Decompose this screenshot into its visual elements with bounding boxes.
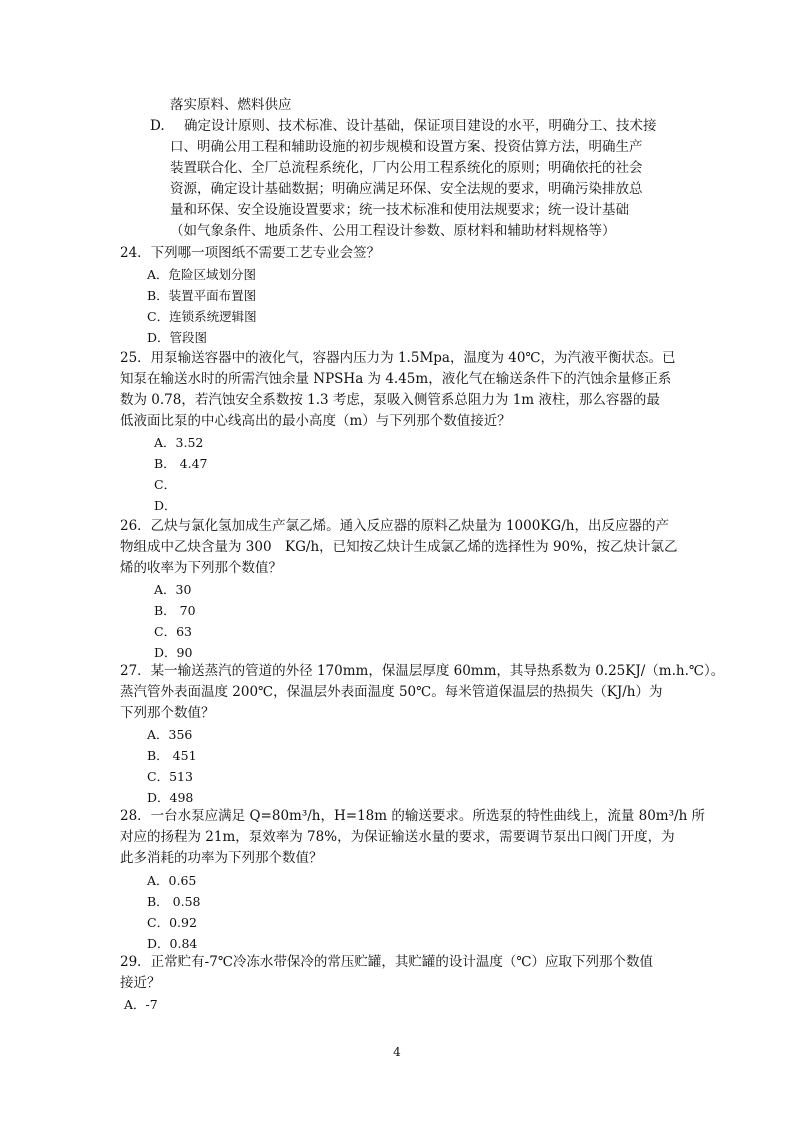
question-26-stem: 烯的收率为下列那个数值？	[120, 560, 282, 576]
question-26-option-d: D．90	[154, 645, 193, 660]
question-26-option-c: C．63	[154, 624, 192, 639]
question-29-option-a: A．-7	[124, 997, 158, 1012]
question-24-option-d: D．管段图	[147, 330, 208, 345]
question-26-stem: 物组成中乙炔含量为 300 KG/h，已知按乙炔计生成氯乙烯的选择性为 90%，按乙炔计氯乙	[120, 539, 678, 555]
question-26-option-a: A．30	[154, 582, 192, 597]
question-24-option-c: C．连锁系统逻辑图	[147, 309, 257, 324]
question-27-stem: 蒸汽管外表面温度 200℃，保温层外表面温度 50℃。每米管道保温层的热损失（KJ/h）为	[120, 684, 663, 700]
question-29-stem: 29．正常贮有-7℃冷冻水带保冷的常压贮罐，其贮罐的设计温度（℃）应取下列那个数值	[120, 954, 654, 970]
question-25-option-a: A．3.52	[154, 435, 204, 450]
question-26-stem: 26．乙炔与氯化氢加成生产氯乙烯。通入反应器的原料乙炔量为 1000KG/h，出反应器的产	[120, 518, 669, 534]
question-27-stem: 27．某一输送蒸汽的管道的外径 170mm，保温层厚度 60mm，其导热系数为 0.25KJ/（m.h.℃）。	[120, 663, 725, 679]
option-d-line: （如气象条件、地质条件、公用工程设计参数、原材料和辅助材料规格等）	[170, 223, 616, 239]
question-27-option-d: D．498	[147, 790, 194, 805]
question-28-option-a: A．0.65	[147, 873, 197, 888]
question-29-stem: 接近？	[120, 975, 161, 991]
question-27-stem: 下列那个数值？	[120, 705, 215, 721]
question-26-option-b: B． 70	[154, 603, 196, 618]
question-28-option-d: D．0.84	[147, 936, 198, 951]
option-d-line: 装置联合化、全厂总流程系统化，厂内公用工程系统化的原则；明确依托的社会	[170, 160, 643, 176]
question-27-option-b: B． 451	[147, 748, 197, 763]
question-25-stem: 低液面比泵的中心线高出的最小高度（m）与下列那个数值接近？	[120, 413, 511, 429]
question-27-option-c: C．513	[147, 769, 193, 784]
question-25-option-b: B． 4.47	[154, 456, 208, 471]
option-c-tail: 落实原料、燃料供应	[170, 97, 292, 113]
question-24-stem: 24．下列哪一项图纸不需要工艺专业会签？	[120, 245, 381, 261]
question-28-stem: 此多消耗的功率为下列那个数值？	[120, 850, 323, 866]
question-28-stem: 28．一台水泵应满足 Q=80m³/h，H=18m 的输送要求。所选泵的特性曲线上，流量 80m³/h 所	[120, 808, 706, 824]
question-24-option-b: B．装置平面布置图	[147, 288, 257, 303]
question-28-stem: 对应的扬程为 21m，泵效率为 78%，为保证输送水量的要求，需要调节泵出口阀门开度，为	[120, 829, 675, 845]
question-25-option-d: D．	[154, 498, 177, 513]
question-24-option-a: A．危险区域划分图	[147, 267, 257, 282]
question-25-stem: 25．用泵输送容器中的液化气，容器内压力为 1.5Mpa，温度为 40℃，为汽液平衡状态。已	[120, 350, 676, 366]
page-number: 4	[393, 1045, 401, 1059]
question-25-stem: 数为 0.78，若汽蚀安全系数按 1.3 考虑，泵吸入侧管系总阻力为 1m 液柱，那么容器的最	[120, 392, 660, 408]
question-25-stem: 知泵在输送水时的所需汽蚀余量 NPSHa 为 4.45m，液化气在输送条件下的汽蚀余量修正系	[120, 371, 672, 387]
option-d-line: 确定设计原则、技术标准、设计基础，保证项目建设的水平，明确分工、技术接	[184, 118, 657, 134]
question-28-option-c: C．0.92	[147, 915, 197, 930]
question-28-option-b: B． 0.58	[147, 894, 201, 909]
option-d-line: 量和环保、安全设施设置要求；统一技术标准和使用法规要求；统一设计基础	[170, 202, 629, 218]
question-27-option-a: A．356	[147, 727, 193, 742]
question-25-option-c: C．	[154, 477, 177, 492]
option-d-line: 资源，确定设计基础数据；明确应满足环保、安全法规的要求，明确污染排放总	[170, 181, 643, 197]
option-d-line: 口、明确公用工程和辅助设施的初步规模和设置方案、投资估算方法，明确生产	[170, 139, 643, 155]
option-d-label: D.	[150, 118, 165, 134]
